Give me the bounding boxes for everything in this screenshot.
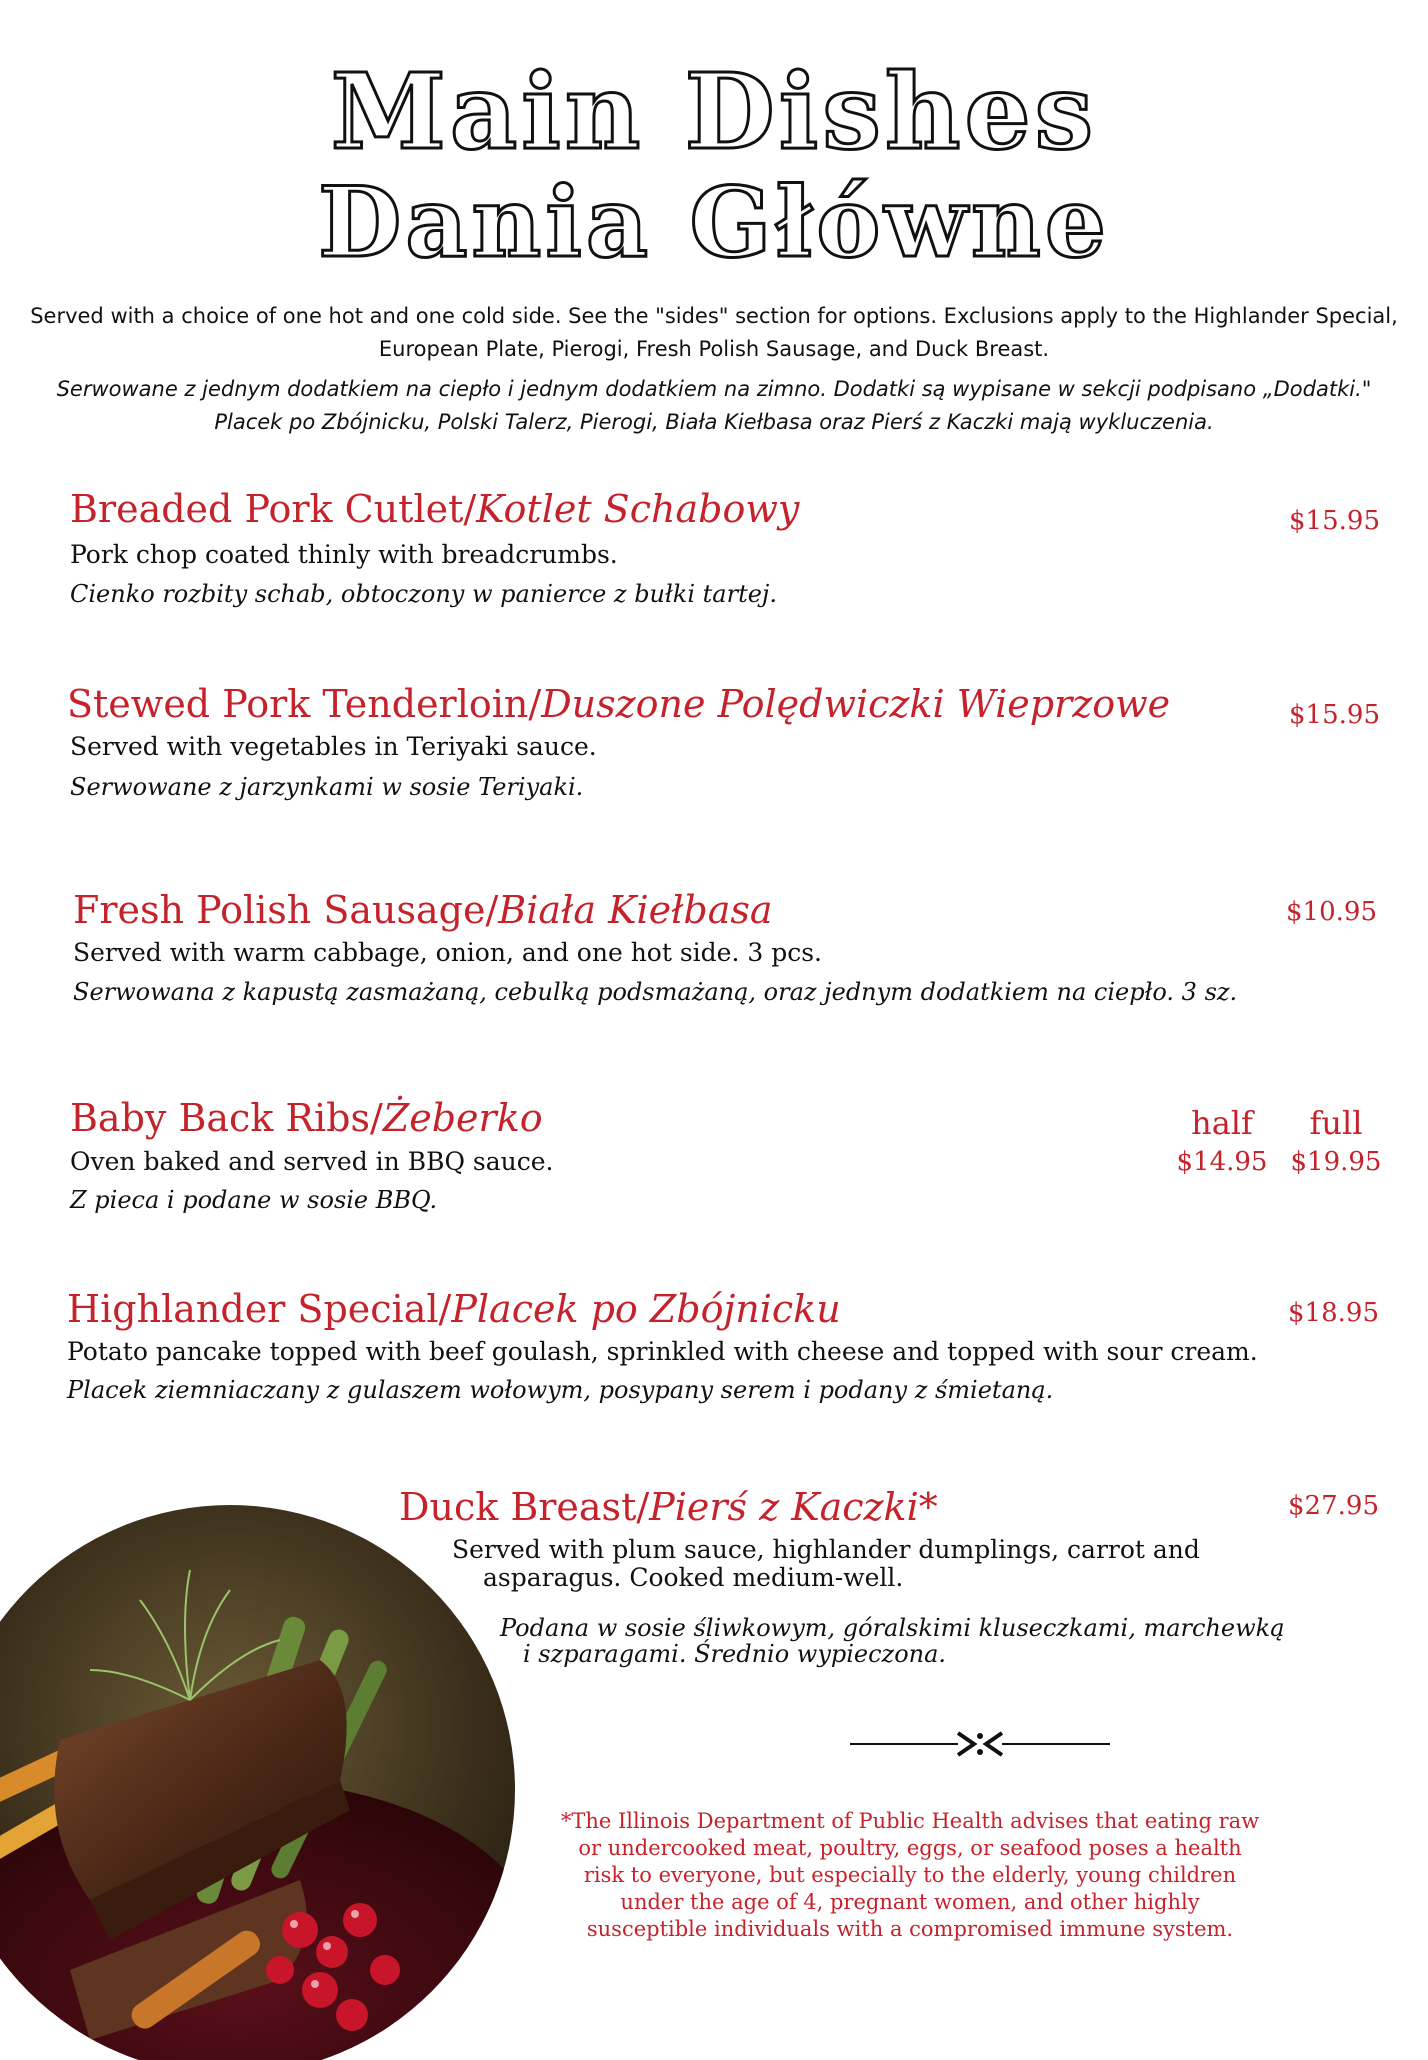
dish-title-breaded-pork-cutlet: [70, 486, 799, 532]
dish-name-en: Stewed Pork Tenderloin/: [67, 682, 542, 726]
dish-name-pl: Duszone Polędwiczki Wieprzowe: [541, 682, 1171, 726]
dish-title-fresh-polish-sausage: [73, 887, 773, 933]
dish-price: $10.95: [1286, 897, 1377, 927]
dish-name-pl: Placek po Zbójnicku: [451, 1287, 841, 1331]
dish-title-stewed-pork-tenderloin: [67, 681, 1170, 727]
intro-text-pl: Serwowane z jednym dodatkiem na ciepło i jednym dodatkiem na zimno. Dodatki są wypisane w sekcji podpisano „Dodatki." Placek po Zbójnicku, Polski Talerz, Pierogi, Biała Kiełbasa oraz Pierś z Kaczki mają wykluczenia.: [56, 377, 1372, 434]
dish-name-en: Baby Back Ribs/: [70, 1096, 383, 1140]
ornament-divider-icon: [850, 1727, 1110, 1761]
dish-name-pl: Żeberko: [382, 1096, 543, 1140]
dish-desc-pl: Z pieca i podane w sosie BBQ.: [70, 1186, 438, 1214]
dish-name-en: Highlander Special/: [67, 1287, 452, 1331]
dish-name-en: Fresh Polish Sausage/: [73, 888, 499, 932]
dish-title-duck-breast: [399, 1484, 938, 1530]
page-title-en: Main Dishes: [330, 50, 1098, 173]
dish-price: $27.95: [1288, 1491, 1379, 1521]
dish-name-pl: Kotlet Schabowy: [476, 487, 800, 531]
dish-name-en: Duck Breast/: [399, 1485, 650, 1529]
dish-desc-pl: Placek ziemniaczany z gulaszem wołowym, posypany serem i podany z śmietaną.: [67, 1376, 1054, 1404]
dish-desc-en: Oven baked and served in BBQ sauce.: [70, 1147, 554, 1176]
dish-desc-en: Served with warm cabbage, onion, and one hot side. 3 pcs.: [73, 938, 822, 967]
dish-desc-en: Served with vegetables in Teriyaki sauce.: [70, 732, 597, 761]
dish-desc-pl-line2: i szparagami. Średnio wypieczona.: [523, 1640, 947, 1668]
dish-price: $15.95: [1289, 506, 1380, 536]
price-label-full: full: [1309, 1104, 1363, 1142]
intro-text-en: Served with a choice of one hot and one cold side. See the "sides" section for options. Exclusions apply to the Highlander Special, European Plate, Pierogi, Fresh Polish Sausage, and Duck Breast.: [30, 304, 1398, 361]
dish-price-full: $19.95: [1290, 1147, 1382, 1177]
health-disclaimer: *The Illinois Department of Public Health advises that eating raw or undercooked meat, poultry, eggs, or seafood poses a health risk to everyone, but especially to the elderly, young children under the age of 4, pregnant women, and other highly susceptible individuals with a compromised immune system.: [560, 1809, 1260, 1941]
price-label-half: half: [1191, 1104, 1253, 1142]
dish-desc-pl: Serwowane z jarzynkami w sosie Teriyaki.: [70, 773, 584, 801]
dish-name-pl: Biała Kiełbasa: [498, 888, 773, 932]
dish-price: $15.95: [1289, 700, 1380, 730]
dish-name-en: Breaded Pork Cutlet/: [70, 487, 477, 531]
dish-title-highlander-special: [67, 1286, 841, 1332]
dish-desc-en: Pork chop coated thinly with breadcrumbs.: [70, 540, 618, 569]
dish-desc-en-line2: asparagus. Cooked medium-well.: [483, 1563, 904, 1592]
dish-title-baby-back-ribs: [70, 1095, 543, 1141]
dish-price-half: $14.95: [1176, 1147, 1268, 1177]
dish-desc-en: Potato pancake topped with beef goulash, sprinkled with cheese and topped with sour cream.: [67, 1337, 1258, 1366]
dish-desc-pl: Serwowana z kapustą zasmażaną, cebulką podsmażaną, oraz jednym dodatkiem na ciepło. 3 sz.: [73, 978, 1238, 1006]
dish-name-pl: Pierś z Kaczki*: [649, 1485, 938, 1529]
dish-price: $18.95: [1288, 1298, 1379, 1328]
duck-breast-photo: [0, 1500, 520, 2060]
dish-desc-pl: Cienko rozbity schab, obtoczony w panierce z bułki tartej.: [70, 580, 777, 608]
page-title-pl: Dania Główne: [318, 166, 1110, 279]
dish-desc-en-line1: Served with plum sauce, highlander dumplings, carrot and: [452, 1535, 1200, 1564]
dish-desc-pl-line1: Podana w sosie śliwkowym, góralskimi kluseczkami, marchewką: [500, 1614, 1285, 1642]
